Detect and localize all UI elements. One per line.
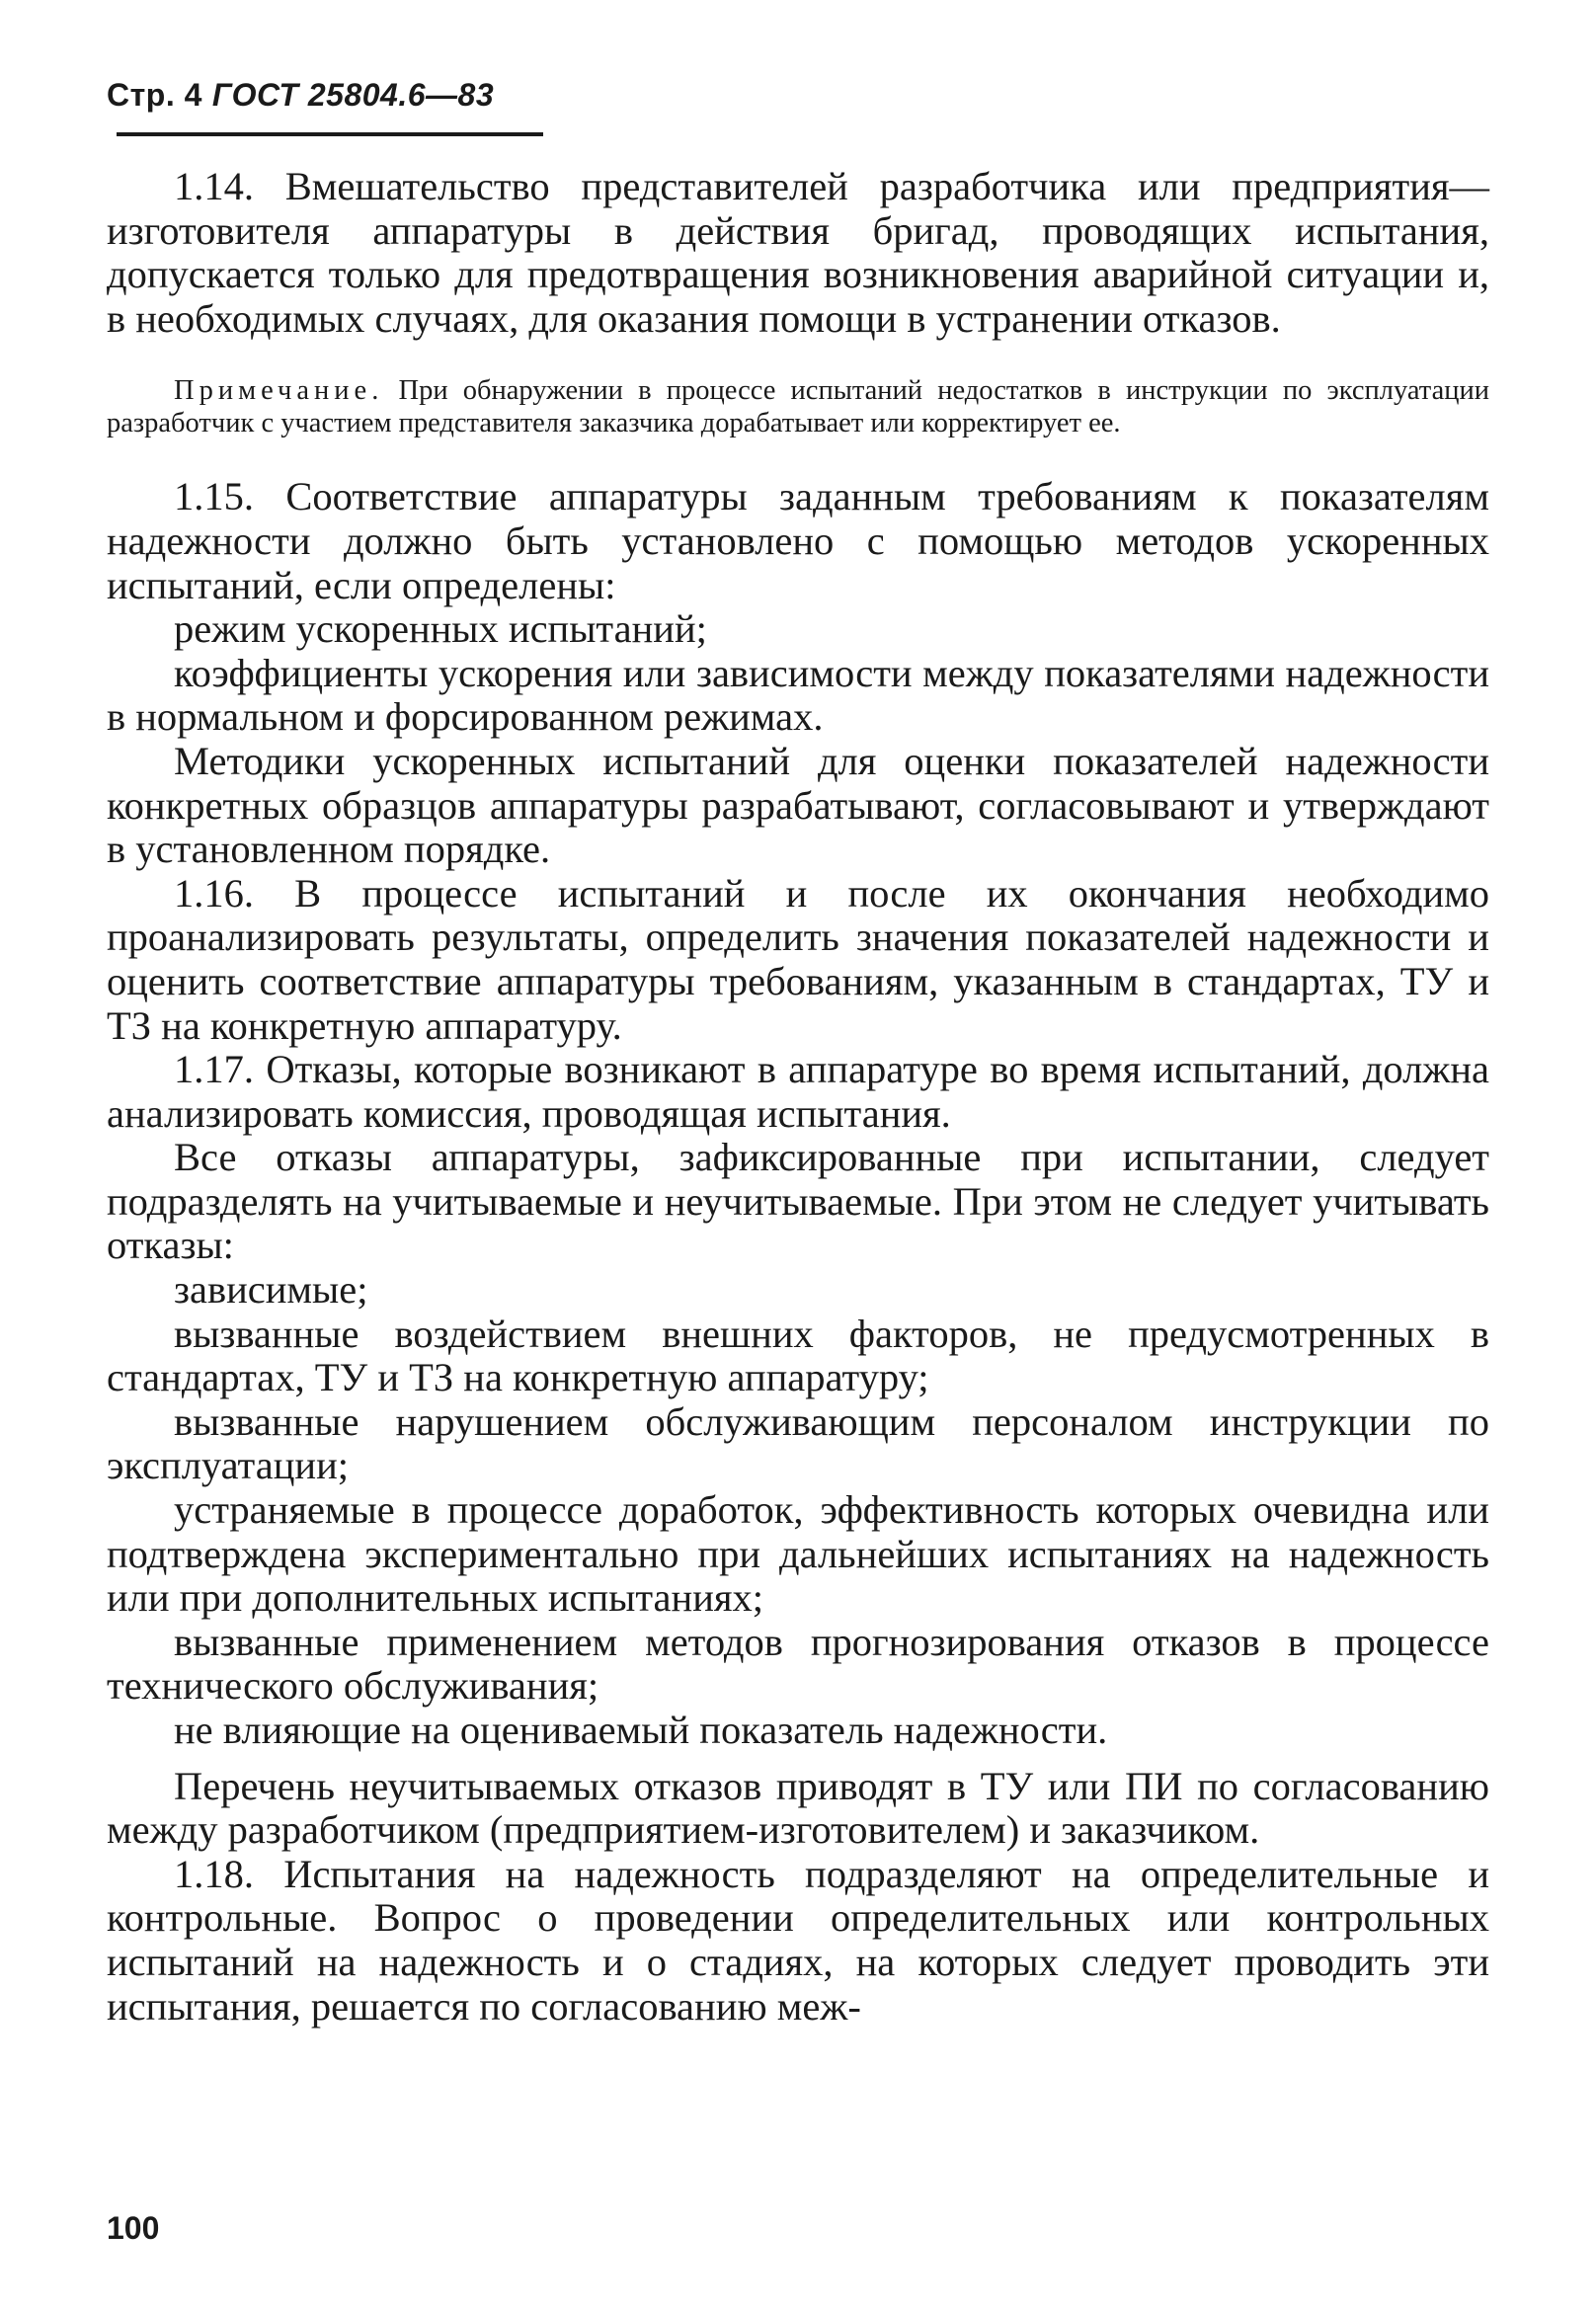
list-item: режим ускоренных испытаний;	[174, 606, 707, 652]
list-item: вызванные применением методов прогнозирования отказов в процессе технического обслуживания;	[107, 1619, 1489, 1709]
running-header	[107, 77, 494, 114]
paragraph-1-15: 1.15. Соответствие аппаратуры заданным требованиям к показателям надежности должно быть установлено с помощью методов ускоренных испытаний, если определены:	[107, 474, 1489, 607]
paragraph-1-18: 1.18. Испытания на надежность подразделяют на определительные и контрольные. Вопрос о проведении определительных или контрольных испытаний на надежность и о стадиях, на которых следует проводить эти испытания, решается по согласованию меж-	[107, 1851, 1489, 2029]
note	[107, 374, 1489, 439]
header-rule	[117, 132, 543, 136]
paragraph: Все отказы аппаратуры, зафиксированные при испытании, следует подразделять на учитываемые и неучитываемые. При этом не следует учитывать отказы:	[107, 1135, 1489, 1268]
list-item: не влияющие на оцениваемый показатель надежности.	[174, 1708, 1108, 1752]
list-item: зависимые;	[174, 1267, 368, 1313]
list-item: вызванные воздействием внешних факторов, не предусмотренных в стандартах, ТУ и ТЗ на конкретную аппаратуру;	[107, 1311, 1489, 1400]
standard-number: ГОСТ 25804.6—83	[211, 77, 495, 113]
page-label: Стр. 4	[107, 77, 202, 113]
body-text	[107, 165, 1489, 2029]
paragraph: Перечень неучитываемых отказов приводят в ТУ или ПИ по согласованию между разработчиком (предприятием-изготовителем) и заказчиком.	[107, 1763, 1489, 1853]
note-label: Примечание.	[174, 375, 384, 407]
list-item: вызванные нарушением обслуживающим персоналом инструкции по эксплуатации;	[107, 1398, 1489, 1488]
document-page	[107, 71, 1489, 2264]
paragraph-1-14: 1.14. Вмешательство представителей разработчика или предприятия—изготовителя аппаратуры в действия бригад, проводящих испытания, допускается только для предотвращения возникновения аварийной ситуации и, в необходимых случаях, для оказания помощи в устранении отказов.	[107, 164, 1489, 341]
paragraph-1-16: 1.16. В процессе испытаний и после их окончания необходимо проанализировать результаты, определить значения показателей надежности и оценить соответствие аппаратуры требованиям, указанным в стандартах, ТУ и ТЗ на конкретную аппаратуру.	[107, 870, 1489, 1048]
page-number: 100	[107, 2210, 160, 2246]
paragraph-1-17: 1.17. Отказы, которые возникают в аппаратуре во время испытаний, должна анализировать комиссия, проводящая испытания.	[107, 1047, 1489, 1136]
list-item: устраняемые в процессе доработок, эффективность которых очевидна или подтверждена экспериментально при дальнейших испытаниях на надежность или при дополнительных испытаниях;	[107, 1487, 1489, 1621]
paragraph: Методики ускоренных испытаний для оценки показателей надежности конкретных образцов аппаратуры разрабатывают, согласовывают и утверждают в установленном порядке.	[107, 738, 1489, 872]
note-text: При обнаружении в процессе испытаний недостатков в инструкции по эксплуатации разработчик с участием представителя заказчика дорабатывает или корректирует ее.	[107, 375, 1489, 439]
list-item: коэффициенты ускорения или зависимости между показателями надежности в нормальном и форсированном режимах.	[107, 650, 1489, 740]
